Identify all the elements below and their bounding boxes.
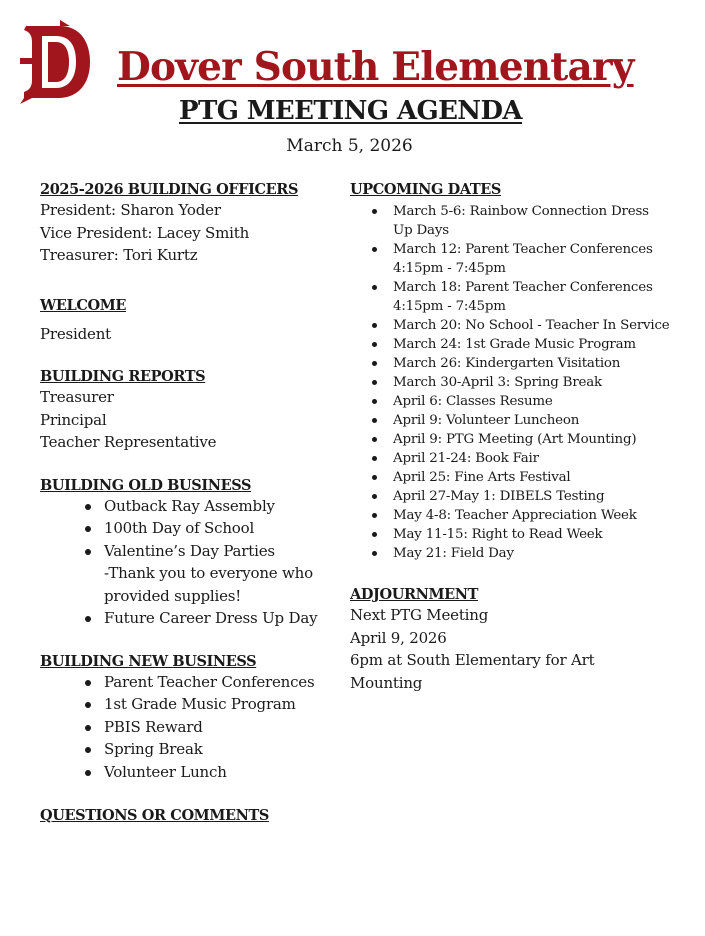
- list-item: April 9: Volunteer Luncheon: [350, 411, 670, 430]
- list-item: Outback Ray Assembly: [40, 495, 340, 518]
- list-item: April 9: PTG Meeting (Art Mounting): [350, 430, 670, 449]
- list-item: May 4-8: Teacher Appreciation Week: [350, 506, 670, 525]
- list-item: March 12: Parent Teacher Conferences 4:15pm - 7:45pm: [350, 240, 663, 278]
- agenda-title: PTG MEETING AGENDA: [179, 96, 522, 126]
- list-item: May 11-15: Right to Read Week: [350, 525, 670, 544]
- old-business-list: [40, 495, 340, 630]
- list-item: March 20: No School - Teacher In Service: [350, 316, 670, 335]
- officer-vice-president: Vice President: Lacey Smith: [40, 223, 250, 242]
- list-item: April 21-24: Book Fair: [350, 449, 670, 468]
- report-principal: Principal: [40, 410, 107, 429]
- new-business-heading: BUILDING NEW BUSINESS: [40, 652, 257, 670]
- list-item: Spring Break: [40, 738, 340, 761]
- report-treasurer: Treasurer: [40, 388, 114, 406]
- officers-heading: 2025-2026 BUILDING OFFICERS: [40, 181, 299, 198]
- list-item: 100th Day of School: [40, 517, 340, 540]
- officer-treasurer: Treasurer: Tori Kurtz: [40, 246, 198, 264]
- report-teacher: Teacher Representative: [40, 433, 217, 451]
- old-business-note: -Thank you to everyone who provided supplies!: [104, 564, 313, 605]
- adjournment-line: April 9, 2026: [350, 628, 447, 647]
- new-business-list: [40, 671, 340, 784]
- list-item: March 18: Parent Teacher Conferences 4:15pm - 7:45pm: [350, 278, 663, 316]
- questions-heading: QUESTIONS OR COMMENTS: [40, 807, 269, 824]
- upcoming-dates-list: [350, 202, 670, 563]
- officer-president: President: Sharon Yoder: [40, 201, 221, 219]
- welcome-line: President: [40, 324, 112, 343]
- old-business-heading: BUILDING OLD BUSINESS: [40, 476, 252, 494]
- right-column: [350, 181, 670, 694]
- list-item: March 24: 1st Grade Music Program: [350, 335, 670, 354]
- list-item: March 30-April 3: Spring Break: [350, 373, 670, 392]
- list-item: May 21: Field Day: [350, 544, 670, 563]
- list-item: PBIS Reward: [40, 716, 340, 739]
- school-name: Dover South Elementary: [117, 44, 634, 90]
- list-item: March 26: Kindergarten Visitation: [350, 354, 670, 373]
- list-item: April 27-May 1: DIBELS Testing: [350, 487, 670, 506]
- list-item: Future Career Dress Up Day: [40, 607, 340, 630]
- adjournment-heading: ADJOURNMENT: [350, 586, 479, 603]
- upcoming-heading: UPCOMING DATES: [350, 181, 501, 198]
- welcome-heading: WELCOME: [40, 296, 127, 314]
- reports-heading: BUILDING REPORTS: [40, 368, 206, 385]
- list-item: Parent Teacher Conferences: [40, 671, 340, 694]
- adjournment-line: Next PTG Meeting: [350, 606, 489, 624]
- left-column: [40, 181, 340, 825]
- adjournment-line: 6pm at South Elementary for Art: [350, 651, 595, 669]
- list-item: Valentine’s Day Parties -Thank you to everyone who provided supplies!: [40, 540, 340, 608]
- list-item: April 25: Fine Arts Festival: [350, 468, 670, 487]
- school-logo-icon: [20, 18, 94, 106]
- adjournment-line: Mounting: [350, 673, 423, 692]
- list-item: April 6: Classes Resume: [350, 392, 670, 411]
- list-item: Volunteer Lunch: [40, 761, 340, 784]
- list-item: 1st Grade Music Program: [40, 693, 340, 716]
- meeting-date: March 5, 2026: [286, 136, 413, 156]
- list-item: March 5-6: Rainbow Connection Dress Up Days: [350, 202, 663, 240]
